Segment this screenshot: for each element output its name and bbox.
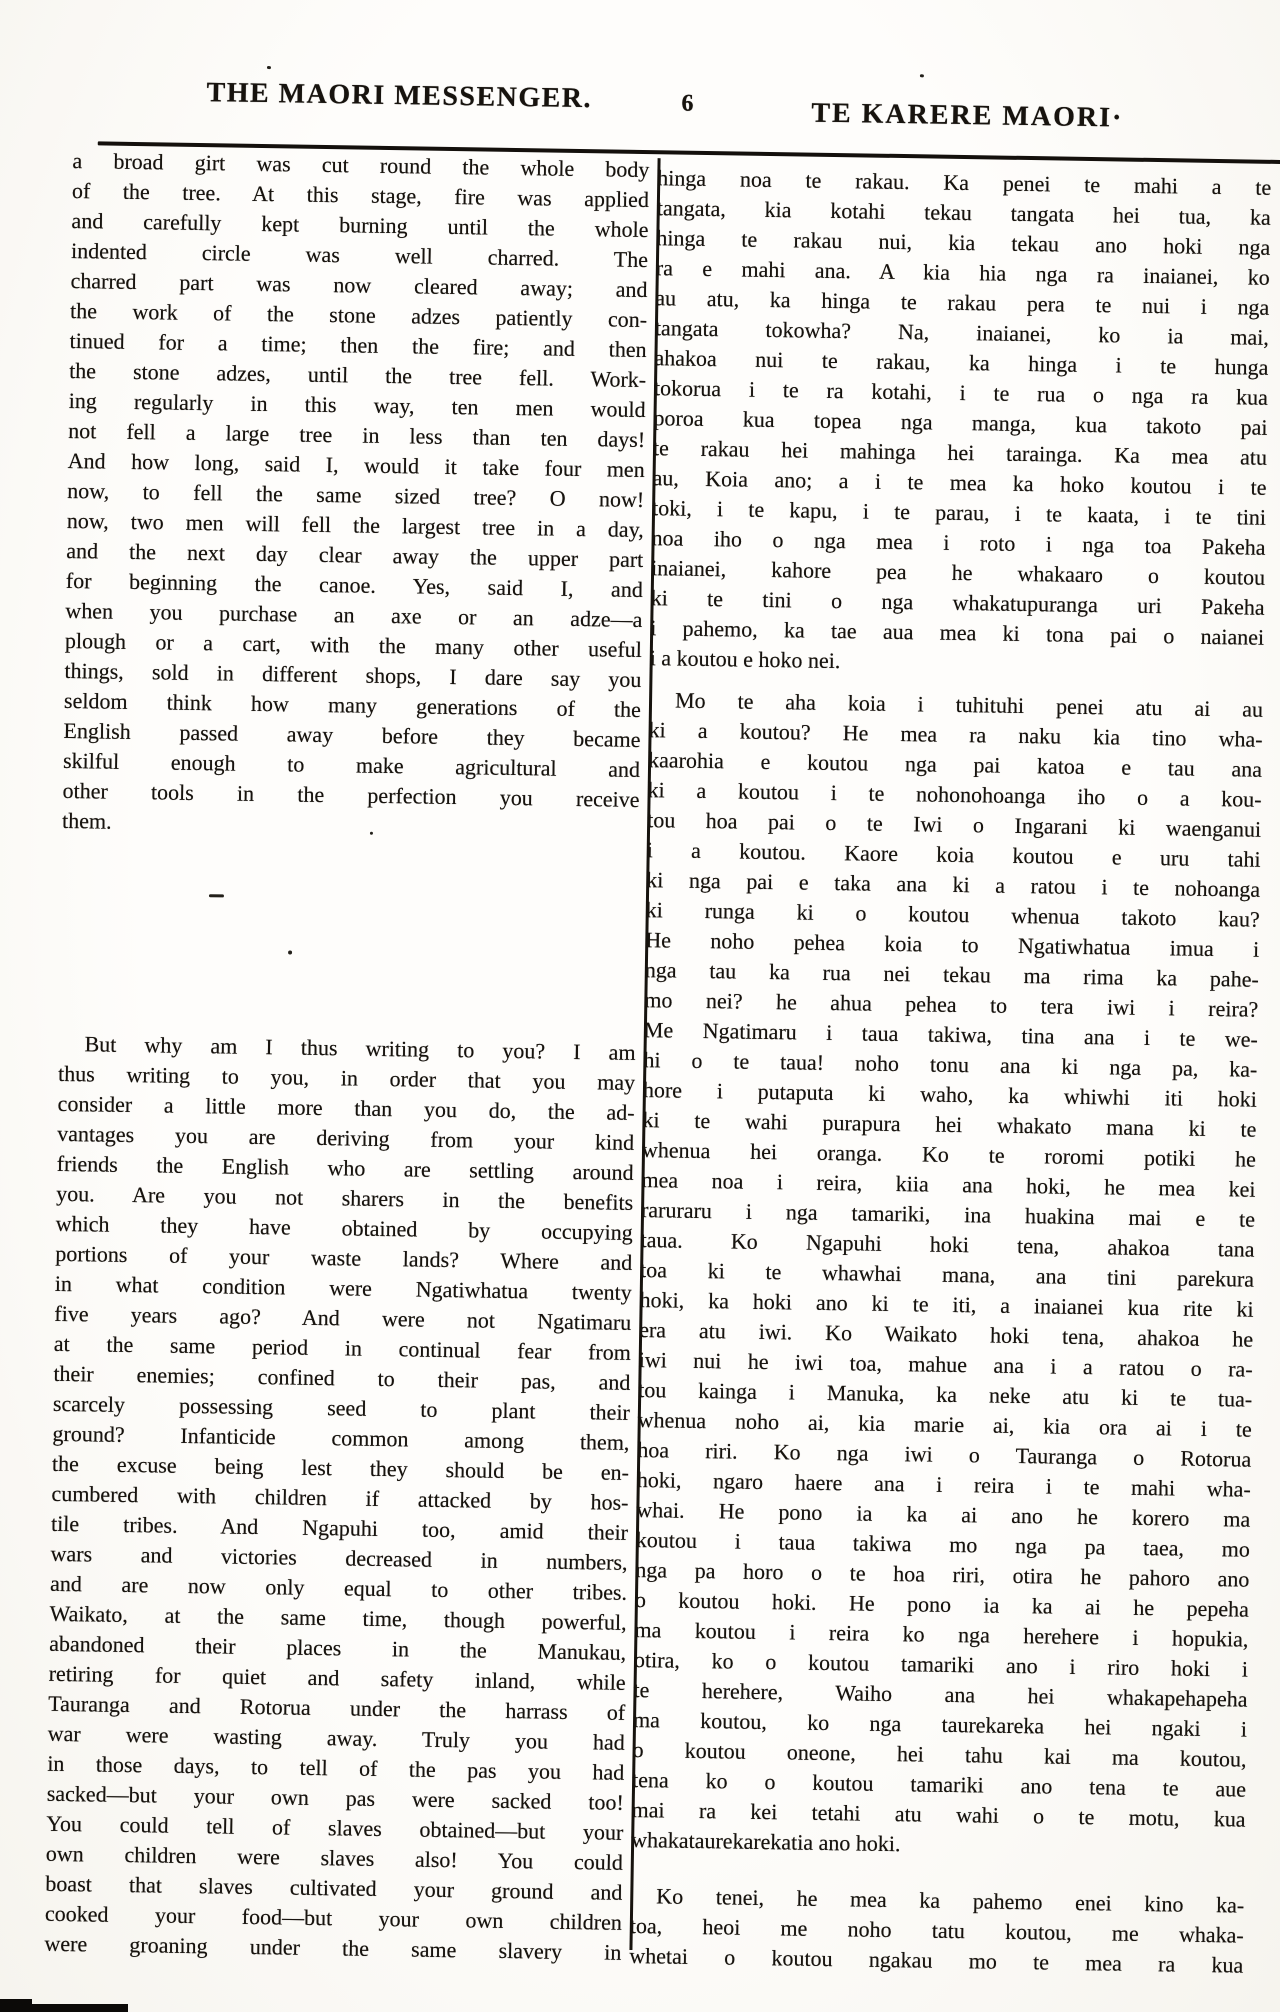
text-line: war were wasting away. Truly you had xyxy=(47,1720,625,1755)
text-line: hore i putaputa ki waho, ka whiwhi iti hoki xyxy=(642,1077,1258,1112)
text-line: tile tribes. And Ngapuhi too, amid their xyxy=(50,1510,629,1545)
text-line: nga pa horo o te hoa riri, otira he pahoro ano xyxy=(635,1557,1250,1592)
text-line: o koutou oneone, hei tahu kai ma koutou, xyxy=(632,1736,1247,1772)
text-line: kaarohia e koutou nga pai katoa e tau ana xyxy=(647,747,1263,782)
text-line: tena ko o koutou tamariki ano tena te aue xyxy=(631,1766,1247,1802)
text-line: toki, i te kapu, i te parau, i te kaata, i te tini xyxy=(651,495,1267,530)
left-column-english-text xyxy=(44,146,649,1968)
text-line: ahakoa nui te rakau, ka hinga i te hunga xyxy=(654,345,1269,380)
text-line: koutou i taua takiwa mo nga pa taea, mo xyxy=(635,1527,1251,1562)
text-line: seldom think how many generations of the xyxy=(63,687,642,722)
text-line: Mo te aha koia i tuhituhi penei atu ai au xyxy=(674,687,1264,722)
text-line: abandoned their places in the Manukau, xyxy=(48,1630,627,1665)
text-line: hoki, ngaro haere ana i reira i te mahi wha- xyxy=(636,1467,1251,1502)
text-line: ki a koutou i te nohonohoanga iho o a kou- xyxy=(647,777,1262,812)
scan-edge-artifact xyxy=(0,1999,32,2012)
text-line: sacked—but your own pas were sacked too! xyxy=(46,1780,624,1815)
text-line: wars and victories decreased in numbers, xyxy=(50,1540,628,1575)
text-line: o koutou hoki. He pono ia ka ai he pepeha xyxy=(634,1587,1250,1622)
text-line: plough or a cart, with the many other useful xyxy=(64,627,643,662)
paragraph xyxy=(44,1029,636,1968)
text-line: nga tau ka rua nei tekau ma rima ka pahe- xyxy=(644,957,1259,992)
text-line: in those days, to tell of the pas you had xyxy=(47,1750,625,1785)
text-line: were groaning under the same slavery in xyxy=(44,1930,622,1965)
text-line: ki a koutou? He mea ra naku kia tino wha- xyxy=(648,717,1263,752)
text-line: tou kainga i Manuka, ka neke atu ki te tua- xyxy=(638,1377,1253,1412)
paragraph xyxy=(631,685,1263,1865)
text-line: cumbered with children if attacked by hos- xyxy=(51,1480,629,1515)
text-line: hinga te rakau nui, kia tekau ano hoki nga xyxy=(656,225,1271,260)
text-line: whakataurekarekatia ano hoki. xyxy=(630,1826,901,1857)
text-line: friends the English who are settling around xyxy=(56,1150,634,1185)
paragraph xyxy=(62,146,650,845)
text-line: consider a little more than you do, the ad- xyxy=(57,1090,635,1125)
text-line: iwi nui he iwi toa, mahue ana i a ratou o ra- xyxy=(638,1347,1253,1382)
text-line: their enemies; confined to their pas, and xyxy=(53,1360,631,1395)
text-line: tinued for a time; then the fire; and then xyxy=(69,327,647,363)
text-line: tangata, kia kotahi tekau tangata hei tua, ka xyxy=(656,195,1271,230)
right-column-maori-text xyxy=(629,163,1271,1980)
text-line: au atu, ka hinga te rakau pera te nui i nga xyxy=(655,285,1270,320)
text-line: the excuse being lest they should be en- xyxy=(51,1450,630,1485)
text-line: au, Koia ano; a i te mea ka hoko koutou i te xyxy=(652,465,1267,500)
text-line: taua. Ko Ngapuhi hoki tena, ahakoa tana xyxy=(640,1227,1255,1262)
text-line: scarcely possessing seed to plant their xyxy=(52,1390,631,1425)
text-line: i a koutou. Kaore koia koutou e uru tahi xyxy=(646,837,1261,872)
masthead-maori-title: TE KARERE MAORI· xyxy=(811,97,1124,134)
text-line: whetai o koutou ngakau mo te mea ra kua xyxy=(629,1942,1244,1978)
paragraph xyxy=(629,1881,1244,1981)
text-line: for beginning the canoe. Yes, said I, and xyxy=(65,567,644,602)
ink-speck xyxy=(288,950,292,954)
text-line: raruraru i nga tamariki, ina huakina mai e te xyxy=(640,1197,1256,1232)
text-line: you. Are you not sharers in the benefits xyxy=(56,1180,634,1215)
text-line: which they have obtained by occupying xyxy=(55,1210,633,1245)
text-line: mai ra kei tetahi atu wahi o te motu, kua xyxy=(631,1796,1246,1832)
text-line: of the tree. At this stage, fire was applied xyxy=(71,177,650,213)
text-line: own children were slaves also! You could xyxy=(45,1840,624,1875)
text-line: thus writing to you, in order that you may xyxy=(57,1060,636,1095)
text-line: now, two men will fell the largest tree in a day, xyxy=(66,507,644,543)
text-line: other tools in the perfection you receive xyxy=(62,777,640,812)
text-line: tou hoa pai o te Iwi o Ingarani ki waenganui xyxy=(647,807,1262,842)
ink-speck xyxy=(920,74,924,77)
text-line: noa iho o nga mea i roto i nga toa Pakeha xyxy=(651,525,1266,560)
text-line: the stone adzes, until the tree fell. Work- xyxy=(68,357,647,393)
text-line: ki te wahi purapura hei whakato mana ki te xyxy=(642,1107,1257,1142)
text-line: whenua noho ai, kia marie ai, kia ora ai i te xyxy=(637,1407,1252,1442)
text-line: You could tell of slaves obtained—but your xyxy=(46,1810,624,1845)
text-line: He noho pehea koia to Ngatiwhatua imua i xyxy=(645,927,1260,962)
text-line: five years ago? And were not Ngatimaru xyxy=(54,1300,632,1335)
text-line: toa, heoi me noho tatu koutou, me whaka- xyxy=(629,1912,1244,1948)
text-line: toa ki te whawhai mana, ana tini parekura xyxy=(639,1257,1255,1292)
text-line: in what condition were Ngatiwhatua twenty xyxy=(54,1270,632,1305)
text-line: otira, ko o koutou tamariki ano i riro hoki i xyxy=(633,1646,1249,1682)
text-line: ki nga pai e taka ana ki a ratou i te nohoanga xyxy=(646,867,1261,902)
text-line: and carefully kept burning until the whole xyxy=(71,207,649,243)
text-line: the work of the stone adzes patiently con- xyxy=(69,297,648,333)
text-line: Tauranga and Rotorua under the harrass of xyxy=(48,1690,626,1725)
text-line: mea noa i reira, kiia ana hoki, he mea kei xyxy=(641,1167,1256,1202)
text-line: Waikato, at the same time, though powerful, xyxy=(49,1600,627,1635)
text-line: when you purchase an axe or an adze—a xyxy=(65,597,643,632)
text-line: ground? Infanticide common among them, xyxy=(52,1420,630,1455)
text-line: things, sold in different shops, I dare say you xyxy=(64,657,642,692)
text-line: not fell a large tree in less than ten days! xyxy=(68,417,646,453)
text-line: tokorua i te ra kotahi, i te rua o nga ra kua xyxy=(653,375,1269,410)
text-line: portions of your waste lands? Where and xyxy=(55,1240,633,1275)
text-line: and are now only equal to other tribes. xyxy=(49,1570,628,1605)
text-line: ra e mahi ana. A kia hia nga ra inaianei, ko xyxy=(655,255,1270,290)
text-line: tangata tokowha? Na, inaianei, ko ia mai, xyxy=(654,315,1270,350)
text-line: cooked your food—but your own children xyxy=(44,1900,623,1935)
text-line: te herehere, Waiho ana hei whakapehapeha xyxy=(633,1676,1248,1712)
text-line: vantages you are deriving from your kind xyxy=(57,1120,635,1155)
text-line: te rakau hei mahinga hei tarainga. Ka mea atu xyxy=(652,435,1268,470)
text-line: And how long, said I, would it take four men xyxy=(67,447,645,483)
text-line: Me Ngatimaru i taua takiwa, tina ana i te we- xyxy=(643,1017,1259,1052)
ink-speck xyxy=(370,832,373,835)
text-line: indented circle was well charred. The xyxy=(70,237,649,273)
text-line: But why am I thus writing to you? I am xyxy=(84,1031,636,1065)
text-line: i pahemo, ka tae aua mea ki tona pai o naianei xyxy=(650,615,1265,650)
text-line: charred part was now cleared away; and xyxy=(70,267,648,303)
page-number: 6 xyxy=(681,90,694,117)
text-line: hoki, ka hoki ano ki te iti, a inaianei kua rite ki xyxy=(639,1287,1254,1322)
text-line: hinga noa te rakau. Ka penei te mahi a te xyxy=(657,165,1272,200)
text-line: a broad girt was cut round the whole body xyxy=(72,147,650,183)
ink-speck xyxy=(267,66,271,69)
text-line: skilful enough to make agricultural and xyxy=(62,747,641,782)
ink-speck xyxy=(209,894,224,897)
text-line: mo nei? he ahua pehea to tera iwi i reira? xyxy=(644,987,1259,1022)
text-line: and the next day clear away the upper part xyxy=(66,537,644,573)
text-line: ki runga ki o koutou whenua takoto kau? xyxy=(645,897,1260,932)
text-line: inaianei, kahore pea he whakaaro o koutou xyxy=(650,555,1266,590)
text-line: them. xyxy=(61,807,112,834)
text-line: hoa riri. Ko nga iwi o Tauranga o Rotorua xyxy=(637,1437,1252,1472)
text-line: ma koutou, ko nga taurekareka hei ngaki i xyxy=(632,1706,1248,1742)
text-line: whenua hei oranga. Ko te roromi potiki he xyxy=(641,1137,1257,1172)
text-line: era atu iwi. Ko Waikato hoki tena, ahakoa he xyxy=(638,1317,1254,1352)
text-line: ma koutou i reira ko nga herehere i hopukia, xyxy=(634,1616,1249,1652)
text-line: boast that slaves cultivated your ground and xyxy=(45,1870,623,1905)
text-line: at the same period in continual fear from xyxy=(53,1330,632,1365)
text-line: ki te tini o nga whakatupuranga uri Pakeha xyxy=(650,585,1265,620)
text-line: Ko tenei, he mea ka pahemo enei kino ka- xyxy=(656,1883,1245,1918)
paragraph xyxy=(650,163,1272,683)
text-line: English passed away before they became xyxy=(63,717,641,752)
text-line: hi o te taua! noho tonu ana ki nga pa, ka- xyxy=(643,1047,1258,1082)
text-line: poroa kua topea nga manga, kua takoto pai xyxy=(653,405,1268,440)
text-line: whai. He pono ia ka ai ano he korero ma xyxy=(636,1497,1251,1532)
masthead-english-title: THE MAORI MESSENGER. xyxy=(206,77,593,115)
text-line: ing regularly in this way, ten men would xyxy=(68,387,646,423)
text-line: i a koutou e hoko nei. xyxy=(649,645,841,674)
text-line: now, to fell the same sized tree? O now! xyxy=(67,477,645,513)
text-line: retiring for quiet and safety inland, while xyxy=(48,1660,626,1695)
